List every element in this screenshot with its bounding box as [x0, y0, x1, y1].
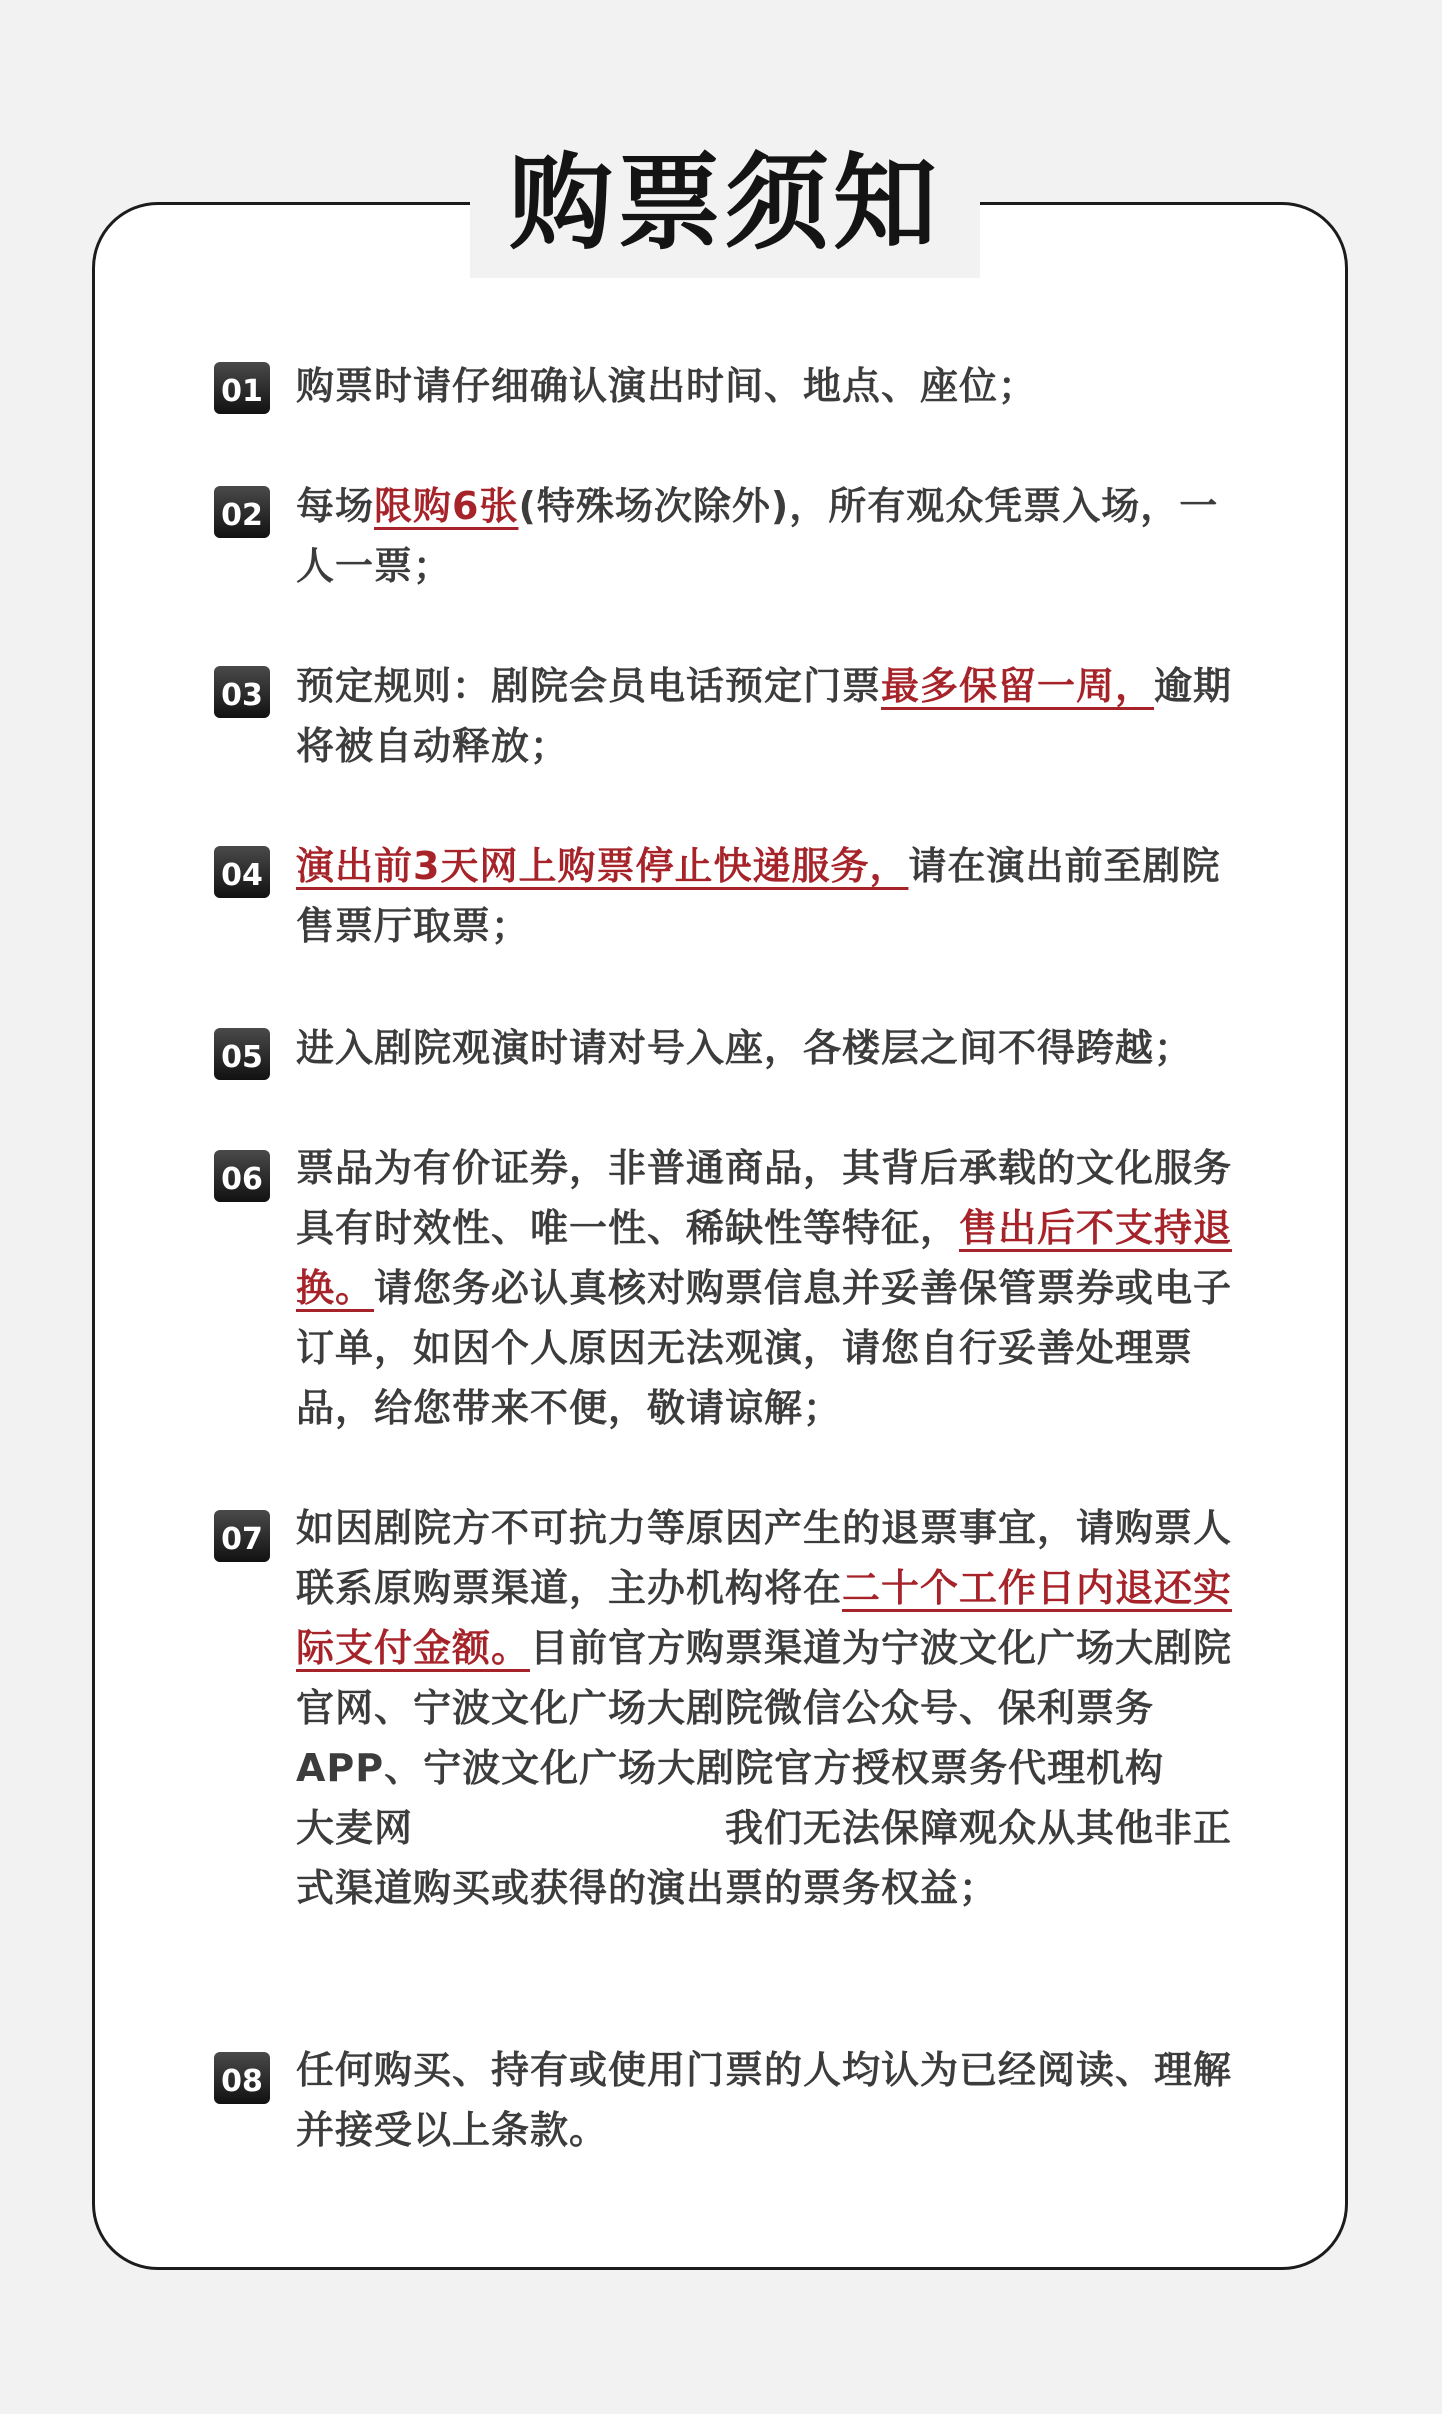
item-text-08: [296, 2040, 1236, 2160]
item-text-06-post: 请您务必认真核对购票信息并妥善保管票券或电子订单，如因个人原因无法观演，请您自行妥善处理票品，给您带来不便，敬请谅解；: [296, 1266, 1233, 1430]
item-text-07-pre: 如因剧院方不可抗力等原因产生的退票事宜，请购票人联系原购票渠道，主办机构将在: [296, 1506, 1233, 1610]
item-text-03: [296, 656, 1236, 776]
item-text-04-highlight: 演出前3天网上购票停止快递服务，: [296, 844, 909, 888]
item-text-07: [296, 1498, 1236, 1918]
item-text-03-pre: 预定规则：剧院会员电话预定门票: [296, 664, 882, 708]
item-number-badge-01: 01: [214, 362, 270, 414]
title-wrap: [470, 128, 980, 278]
item-text-07-post: 目前官方购票渠道为宁波文化广场大剧院官网、宁波文化广场大剧院微信公众号、保利票务APP、宁波文化广场大剧院官方授权票务代理机构 大麦网 我们无法保障观众从其他非正式渠道购买或获得的演出票的票务权益；: [296, 1626, 1233, 1910]
item-text-04-post: 请在演出前至剧院售票厅取票；: [296, 844, 1221, 948]
item-number-badge-07: 07: [214, 1510, 270, 1562]
item-text-08-body: 任何购买、持有或使用门票的人均认为已经阅读、理解并接受以上条款。: [296, 2048, 1233, 2152]
item-text-02-post: (特殊场次除外)，所有观众凭票入场，一人一票；: [296, 484, 1219, 588]
item-text-05-body: 进入剧院观演时请对号入座，各楼层之间不得跨越；: [296, 1026, 1194, 1070]
item-number-badge-05: 05: [214, 1028, 270, 1080]
item-text-03-post: 逾期将被自动释放；: [296, 664, 1233, 768]
item-text-02-pre: 每场: [296, 484, 375, 528]
item-text-07-highlight: 二十个工作日内退还实际支付金额。: [296, 1566, 1233, 1670]
item-number-badge-08: 08: [214, 2052, 270, 2104]
item-text-02-highlight: 限购6张: [374, 484, 519, 528]
item-text-06: [296, 1138, 1236, 1438]
item-text-04: [296, 836, 1236, 956]
item-text-01-body: 购票时请仔细确认演出时间、地点、座位；: [296, 364, 1038, 408]
item-text-06-pre: 票品为有价证券，非普通商品，其背后承载的文化服务具有时效性、唯一性、稀缺性等特征，: [296, 1146, 1233, 1250]
item-number-badge-03: 03: [214, 666, 270, 718]
item-text-05: [296, 1018, 1236, 1078]
item-number-badge-02: 02: [214, 486, 270, 538]
item-text-01: [296, 356, 1236, 416]
item-text-03-highlight: 最多保留一周，: [881, 664, 1155, 708]
item-number-badge-06: 06: [214, 1150, 270, 1202]
item-text-02: [296, 476, 1236, 596]
item-number-badge-04: 04: [214, 846, 270, 898]
item-text-06-highlight: 售出后不支持退换。: [296, 1206, 1233, 1310]
page-title: 购票须知: [508, 141, 941, 264]
